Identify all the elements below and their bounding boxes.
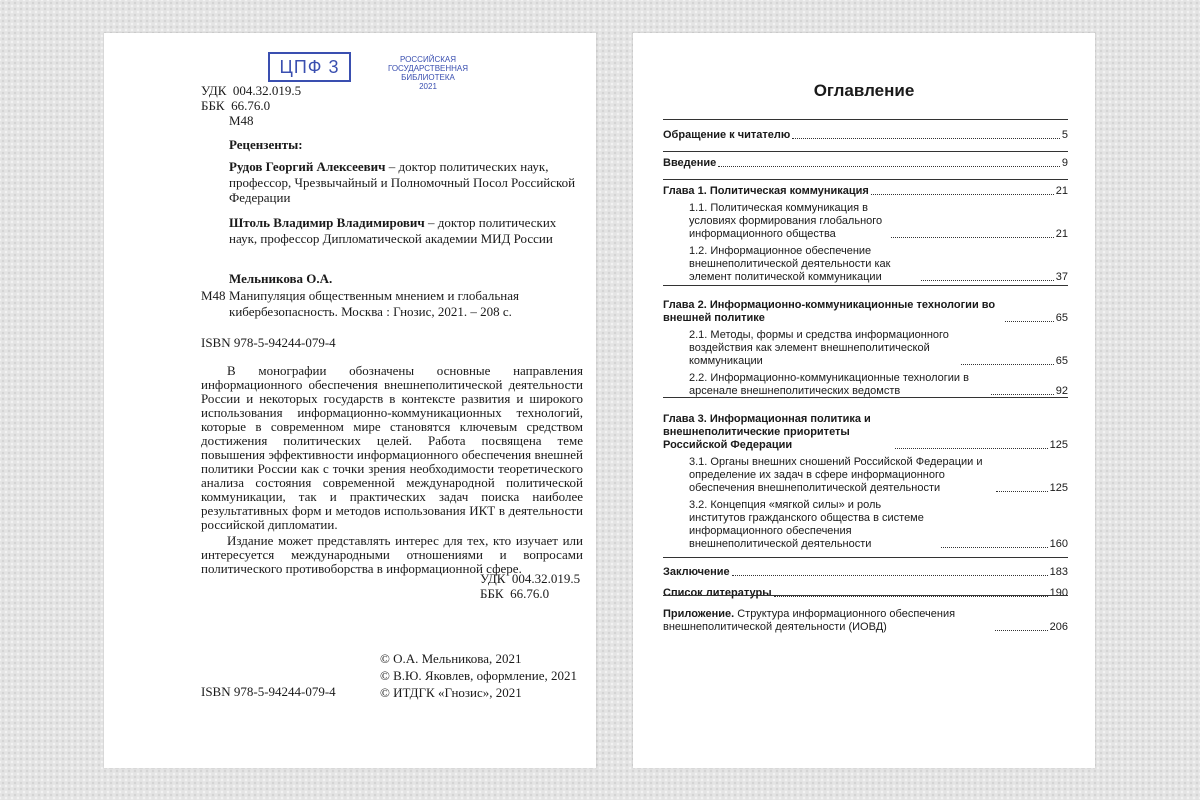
divider bbox=[663, 179, 1068, 180]
bibliographic-description: Манипуляция общественным мнением и глобальная кибербезопасность. Москва : Гнозис, 2021. – 208 с. bbox=[229, 288, 519, 319]
isbn-bottom: ISBN 978-5-94244-079-4 bbox=[201, 684, 336, 699]
udk-code: УДК 004.32.019.5 bbox=[201, 83, 302, 98]
toc-subentry[interactable]: 3.2. Концепция «мягкой силы» и роль институтов гражданского общества в системе информационного обеспечения внешнеполитической деятельности 160 bbox=[689, 499, 1068, 550]
abstract bbox=[201, 364, 583, 578]
toc-subentry[interactable]: 2.1. Методы, формы и средства информационного воздействия как элемент внешнеполитической коммуникации 65 bbox=[689, 329, 1068, 367]
abstract-paragraph-2: Издание может представлять интерес для тех, кто изучает или интересуется международными отношениями и вопросами политического противоборства в информационной сфере. bbox=[201, 533, 583, 576]
toc-entry[interactable]: Приложение. Структура информационного обеспечения внешнеполитической деятельности (ИОВД) 206 bbox=[663, 608, 1068, 633]
copyright-3: © ИТДГК «Гнозис», 2021 bbox=[380, 685, 522, 700]
copyright-notices bbox=[380, 650, 577, 701]
reviewer-2-name: Штоль Владимир Владимирович bbox=[229, 215, 425, 230]
toc-entry[interactable]: Обращение к читателю 5 bbox=[663, 129, 1068, 141]
isbn: ISBN 978-5-94244-079-4 bbox=[201, 335, 336, 350]
divider bbox=[663, 119, 1068, 120]
imprint-page bbox=[104, 33, 596, 768]
toc-entry[interactable]: Глава 2. Информационно-коммуникационные технологии во внешней политике 65 bbox=[663, 299, 1068, 324]
copyright-1: © О.А. Мельникова, 2021 bbox=[380, 651, 522, 666]
contents-page bbox=[633, 33, 1095, 768]
reviewers-title: Рецензенты: bbox=[229, 137, 303, 152]
toc-entry[interactable]: Введение 9 bbox=[663, 157, 1068, 169]
author-mark-side: М48 bbox=[201, 288, 226, 303]
toc-entry[interactable]: Заключение 183 bbox=[663, 566, 1068, 578]
reviewer-2 bbox=[229, 215, 584, 246]
divider bbox=[663, 557, 1068, 558]
udk-code-bottom: УДК 004.32.019.5 bbox=[480, 571, 581, 586]
contents-title: Оглавление bbox=[813, 81, 915, 100]
abstract-paragraph-1: В монографии обозначены основные направления информационного обеспечения внешнеполитической деятельности России и некоторых государств в контексте развития и широкого использования информационно-коммуникационных технологий, которые в современном мире становятся ключевым средством достижения политических целей. Работа посвящена теме повышения эффективности информационного обеспечения внешней политики России как с точки зрения необходимости теоретического анализа состояния современной международной политической коммуникации, так и практических задач поиска наиболее результативных форм и методов использования ИКТ в деятельности российской дипломатии. bbox=[201, 363, 583, 532]
author-name: Мельникова О.А. bbox=[229, 271, 333, 286]
cpf-stamp: ЦПФ 3 bbox=[268, 52, 351, 82]
reviewer-1-name: Рудов Георгий Алексеевич bbox=[229, 159, 386, 174]
toc-subentry[interactable]: 1.2. Информационное обеспечение внешнеполитической деятельности как элемент политической коммуникации 37 bbox=[689, 245, 1068, 283]
bbk-code: ББК 66.76.0 bbox=[201, 98, 271, 113]
classification-codes-bottom bbox=[480, 571, 580, 601]
divider bbox=[663, 151, 1068, 152]
divider bbox=[663, 397, 1068, 398]
toc-entry[interactable]: Глава 3. Информационная политика и внешнеполитические приоритеты Российской Федерации 125 bbox=[663, 413, 1068, 451]
bbk-code-bottom: ББК 66.76.0 bbox=[480, 586, 550, 601]
toc-subentry[interactable]: 3.1. Органы внешних сношений Российской Федерации и определение их задач в сфере информационного обеспечения внешнеполитической деятельности 125 bbox=[689, 456, 1068, 494]
toc-subentry[interactable]: 2.2. Информационно-коммуникационные технологии в арсенале внешнеполитических ведомств 92 bbox=[689, 372, 1068, 397]
toc-entry[interactable]: Список литературы 190 bbox=[663, 587, 1068, 599]
library-stamp: РОССИЙСКАЯ ГОСУДАРСТВЕННАЯ БИБЛИОТЕКА 2021 bbox=[387, 55, 469, 91]
copyright-2: © В.Ю. Яковлев, оформление, 2021 bbox=[380, 668, 577, 683]
divider bbox=[663, 595, 1068, 596]
divider bbox=[663, 285, 1068, 286]
reviewer-1 bbox=[229, 159, 584, 206]
author-mark: М48 bbox=[229, 113, 254, 128]
classification-codes bbox=[201, 83, 301, 128]
reviewer-2-description: – доктор политических наук, профессор Дипломатической академии МИД России bbox=[229, 215, 557, 246]
toc-entry[interactable]: Глава 1. Политическая коммуникация 21 bbox=[663, 185, 1068, 197]
toc-subentry[interactable]: 1.1. Политическая коммуникация в условиях формирования глобального информационного общества 21 bbox=[689, 202, 1068, 240]
reviewer-1-description: – доктор политических наук, профессор, Чрезвычайный и Полномочный Посол Российской Федерации bbox=[229, 159, 576, 205]
